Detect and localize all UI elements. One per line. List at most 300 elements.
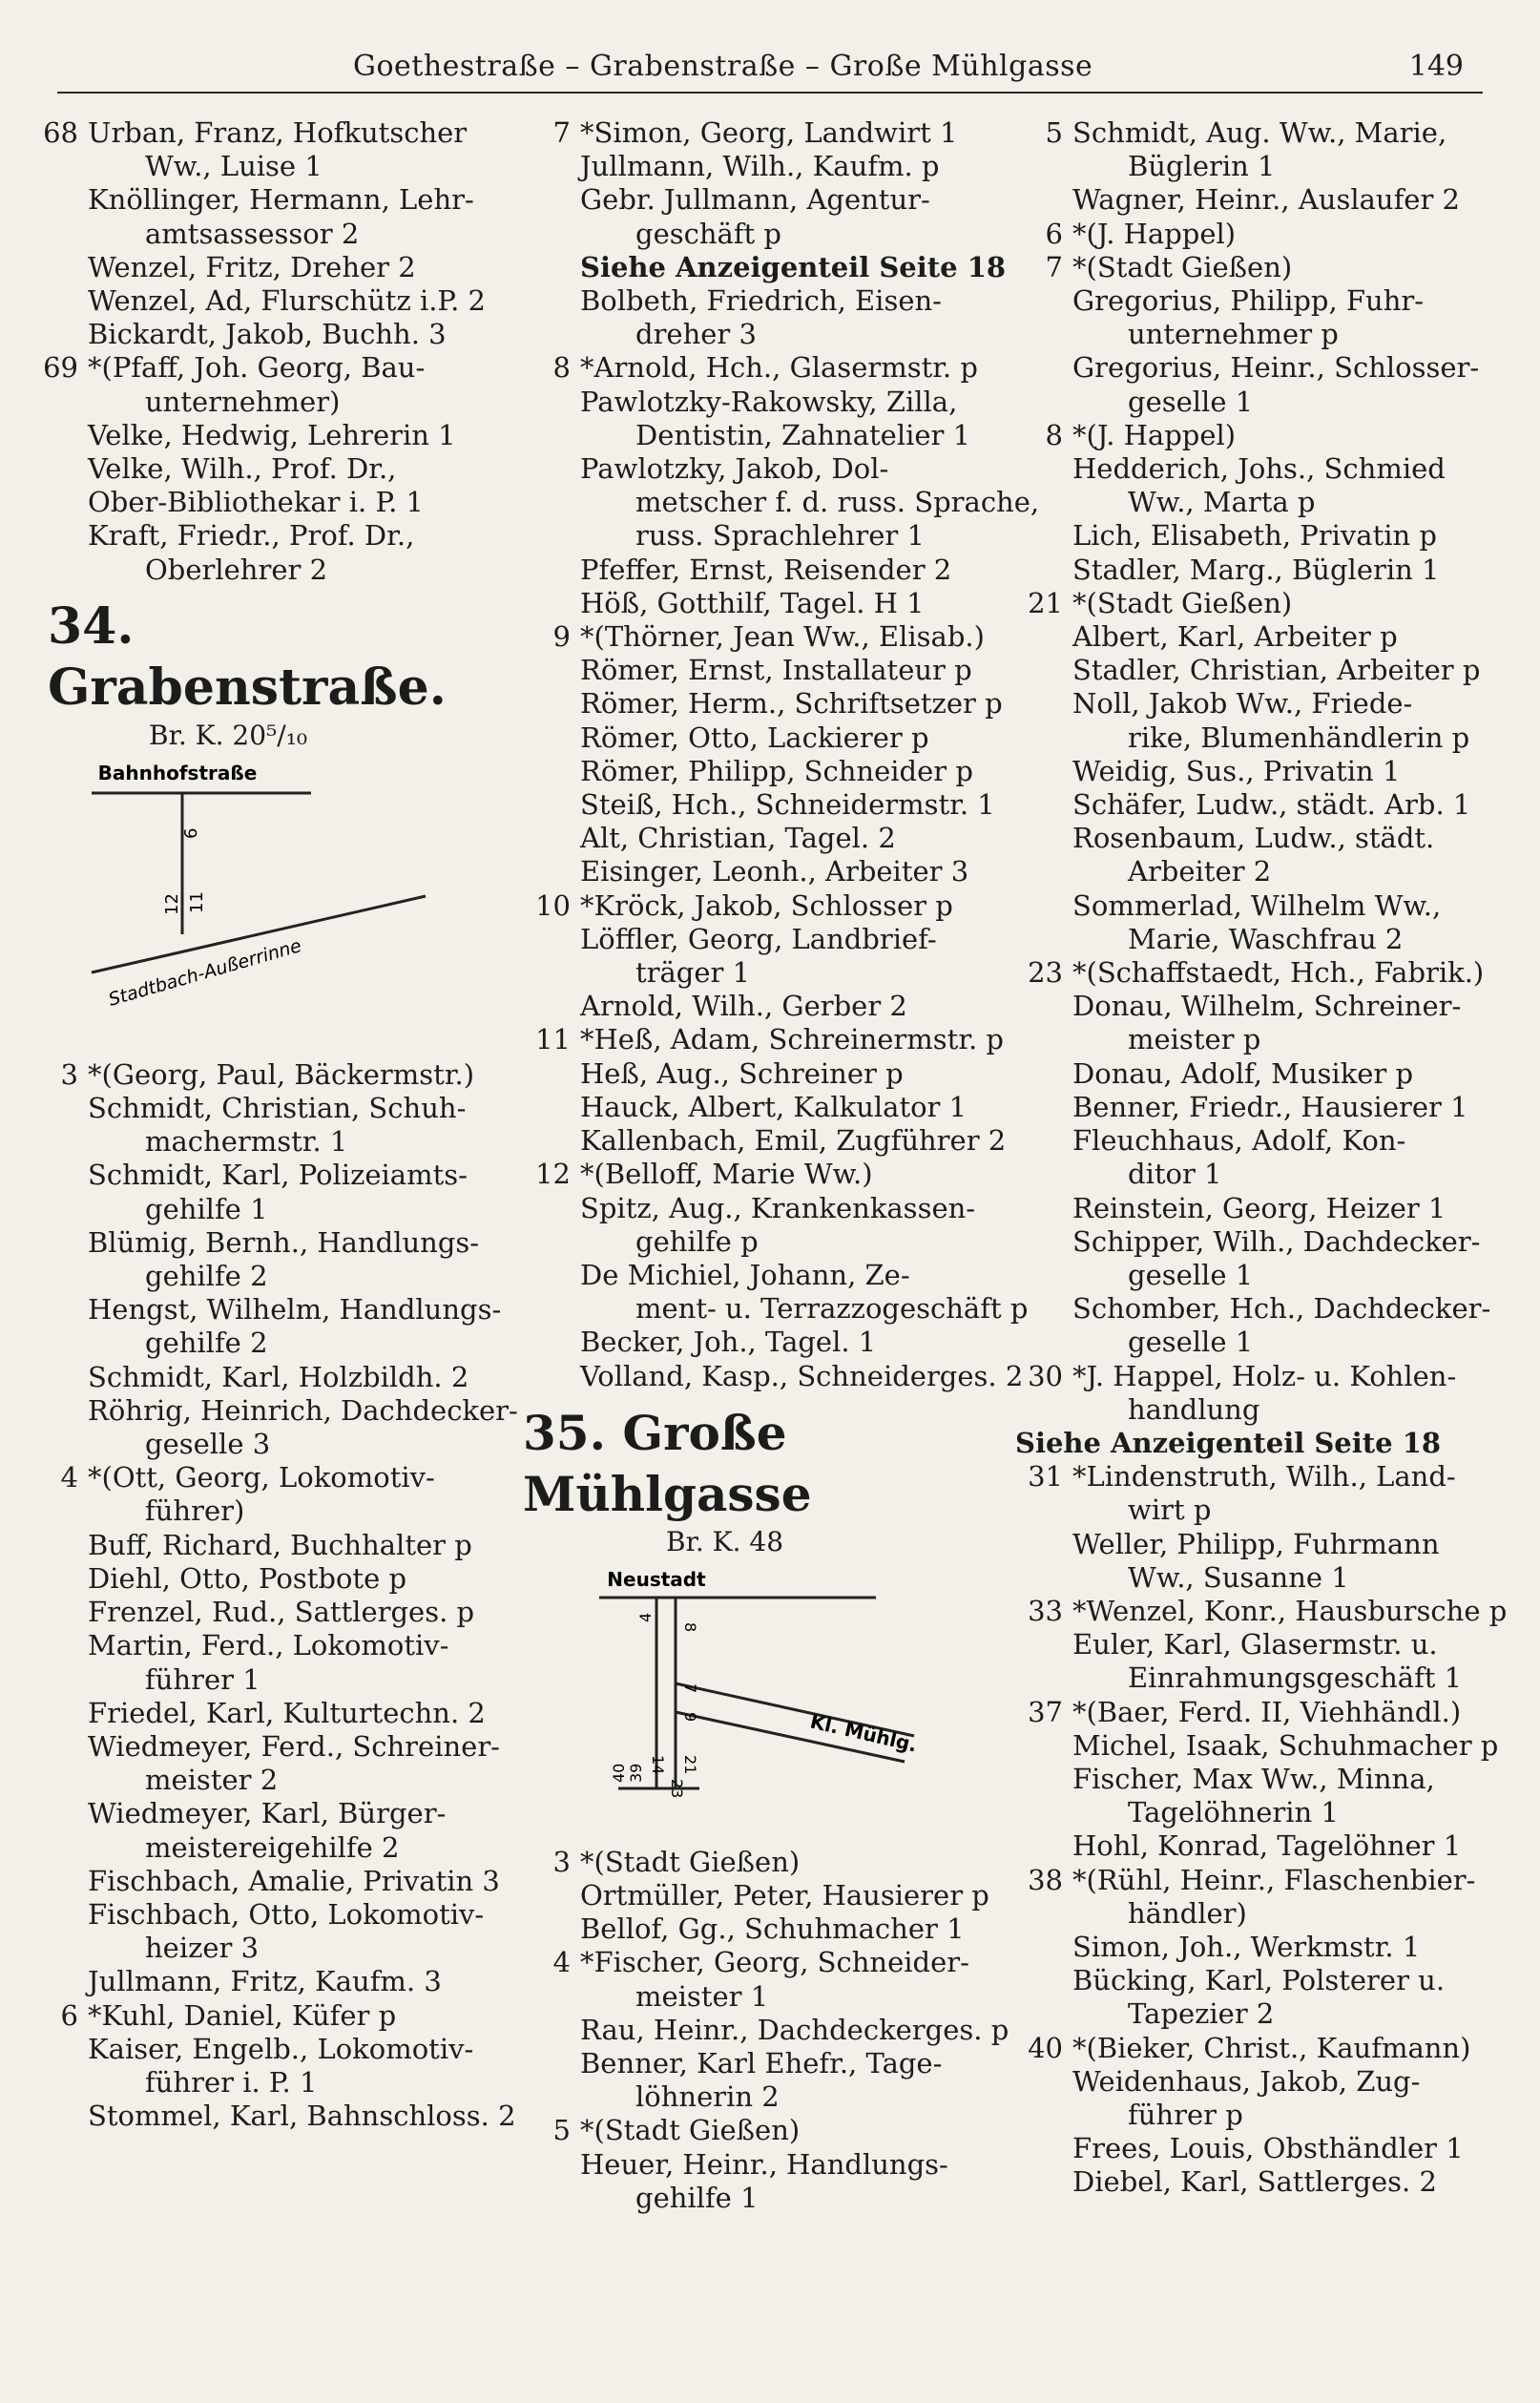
directory-entry — [523, 1879, 1009, 1912]
directory-entry — [523, 150, 1009, 183]
directory-entry — [25, 1260, 502, 1293]
directory-entry — [25, 284, 502, 318]
directory-entry — [523, 554, 1009, 587]
resident-text: Hohl, Konrad, Tagelöhner 1 — [1072, 1829, 1462, 1863]
directory-entry — [25, 251, 502, 284]
directory-entry — [1015, 386, 1530, 419]
resident-text: Friedel, Karl, Kulturtechn. 2 — [88, 1696, 486, 1729]
directory-entry — [25, 218, 502, 251]
directory-entry — [523, 1124, 1009, 1158]
house-number: 5 — [1045, 116, 1063, 149]
directory-entry — [1015, 1964, 1530, 1997]
resident-text: Stadler, Christian, Arbeiter p — [1072, 654, 1481, 687]
resident-text: *(Belloff, Marie Ww.) — [580, 1158, 873, 1191]
diagram-house-number: 21 — [681, 1754, 699, 1775]
resident-text: *(Ott, Georg, Lokomotiv- — [88, 1461, 435, 1494]
resident-text: Fischbach, Amalie, Privatin 3 — [88, 1864, 500, 1897]
resident-text: Urban, Franz, Hofkutscher — [88, 116, 468, 149]
diagram-house-number: 8 — [681, 1621, 699, 1632]
directory-entry — [1015, 1360, 1530, 1393]
house-number: 21 — [1028, 586, 1063, 619]
resident-text: metscher f. d. russ. Sprache, — [635, 486, 1040, 519]
resident-text: Römer, Herm., Schriftsetzer p — [580, 687, 1003, 721]
directory-entry — [523, 990, 1009, 1023]
house-number: 4 — [60, 1461, 78, 1494]
resident-text: Bücking, Karl, Polsterer u. — [1072, 1964, 1446, 1997]
directory-entry — [1015, 2165, 1530, 2199]
resident-text: gehilfe 2 — [145, 1260, 268, 1293]
resident-text: Stadler, Marg., Büglerin 1 — [1072, 553, 1440, 586]
directory-entry — [25, 1730, 502, 1764]
directory-entry — [1015, 554, 1530, 587]
resident-text: Arbeiter 2 — [1128, 855, 1272, 888]
house-number: 23 — [1028, 956, 1063, 990]
directory-entry — [1015, 2065, 1530, 2099]
diagram-top-street: Neustadt — [607, 1567, 706, 1591]
directory-entry — [523, 1091, 1009, 1124]
resident-text: Ww., Susanne 1 — [1128, 1560, 1349, 1594]
entry-list — [25, 116, 502, 587]
resident-text: Knöllinger, Hermann, Lehr- — [88, 183, 474, 217]
directory-entry — [523, 620, 1009, 654]
directory-entry — [25, 150, 502, 183]
resident-text: *Lindenstruth, Wilh., Land- — [1072, 1460, 1456, 1494]
house-number: 69 — [43, 351, 78, 385]
directory-entry — [523, 755, 1009, 788]
resident-text: *Heß, Adam, Schreinermstr. p — [580, 1023, 1004, 1056]
resident-text: Bellof, Gg., Schuhmacher 1 — [580, 1912, 965, 1946]
resident-text: *(Rühl, Heinr., Flaschenbier- — [1072, 1863, 1476, 1896]
resident-text: *Kröck, Jakob, Schlosser p — [580, 888, 953, 922]
resident-text: russ. Sprachlehrer 1 — [635, 519, 925, 553]
directory-entry — [25, 1393, 518, 1428]
directory-entry — [523, 1980, 1009, 2014]
house-number: 7 — [552, 116, 571, 149]
street-diagram-svg — [25, 753, 502, 1058]
directory-entry — [1015, 687, 1530, 721]
directory-entry — [523, 889, 1009, 923]
resident-text: Ortmüller, Peter, Hausierer p — [580, 1878, 989, 1912]
directory-entry — [1015, 1997, 1530, 2031]
resident-text: machermstr. 1 — [145, 1125, 348, 1159]
directory-entry — [523, 351, 1009, 385]
resident-text: Römer, Otto, Lackierer p — [580, 721, 929, 754]
resident-text: Alt, Christian, Tagel. 2 — [580, 822, 896, 855]
directory-entry — [523, 452, 1009, 486]
resident-text: Albert, Karl, Arbeiter p — [1072, 620, 1398, 654]
directory-entry — [1015, 1023, 1530, 1056]
house-number: 3 — [60, 1057, 78, 1091]
resident-text: Tagelöhnerin 1 — [1128, 1796, 1339, 1829]
directory-entry — [523, 721, 1009, 755]
resident-text: *Wenzel, Konr., Hausbursche p — [1072, 1594, 1508, 1627]
directory-entry — [25, 452, 502, 486]
directory-entry — [1015, 251, 1530, 284]
directory-entry — [25, 1865, 502, 1898]
resident-text: handlung — [1128, 1392, 1260, 1426]
resident-text: Pfeffer, Ernst, Reisender 2 — [580, 553, 952, 586]
street-diagram-grabenstrasse — [25, 753, 502, 1058]
resident-text: Marie, Waschfrau 2 — [1128, 922, 1404, 955]
directory-entry — [25, 1327, 502, 1360]
directory-entry — [25, 1529, 502, 1562]
resident-text: *Simon, Georg, Landwirt 1 — [580, 116, 958, 149]
directory-entry — [1015, 218, 1530, 251]
house-number: 8 — [552, 351, 571, 385]
directory-entry — [25, 1193, 502, 1226]
directory-entry — [1015, 1292, 1530, 1326]
directory-entry — [1015, 755, 1530, 788]
directory-entry — [523, 419, 1009, 452]
directory-entry — [523, 2014, 1009, 2047]
directory-entry — [523, 1359, 1024, 1393]
resident-text: geselle 1 — [1128, 385, 1254, 418]
directory-entry — [1015, 1494, 1530, 1527]
directory-entry — [25, 1596, 502, 1629]
diagram-side-street: Kl. Mühlg. — [807, 1709, 920, 1757]
resident-text: *(Thörner, Jean Ww., Elisab.) — [580, 620, 985, 654]
directory-entry — [1015, 419, 1530, 452]
resident-text: Fischbach, Otto, Lokomotiv- — [88, 1897, 485, 1931]
resident-text: gehilfe p — [635, 1224, 759, 1258]
directory-entry — [1015, 1528, 1530, 1561]
resident-text: Lich, Elisabeth, Privatin p — [1072, 519, 1437, 553]
resident-text: *(Stadt Gießen) — [580, 1845, 801, 1878]
directory-entry — [1015, 1696, 1530, 1729]
resident-text: führer) — [145, 1494, 245, 1528]
diagram-house-number: 6 — [181, 827, 201, 839]
directory-entry — [523, 956, 1009, 990]
directory-entry — [1015, 2099, 1530, 2132]
resident-text: De Michiel, Johann, Ze- — [580, 1258, 910, 1291]
resident-text: Velke, Wilh., Prof. Dr., — [88, 452, 397, 486]
diagram-house-number: 11 — [187, 890, 207, 913]
resident-text: Benner, Friedr., Hausierer 1 — [1072, 1090, 1468, 1123]
resident-text: Reinstein, Georg, Heizer 1 — [1072, 1191, 1446, 1224]
house-number: 30 — [1028, 1359, 1063, 1392]
house-number: 10 — [535, 888, 571, 922]
resident-text: *(Baer, Ferd. II, Viehhändl.) — [1072, 1695, 1462, 1728]
house-number: 12 — [535, 1158, 571, 1191]
resident-text: Röhrig, Heinrich, Dachdecker- — [88, 1393, 518, 1427]
resident-text: Kaiser, Engelb., Lokomotiv- — [88, 2032, 474, 2065]
resident-text: Benner, Karl Ehefr., Tage- — [580, 2046, 943, 2079]
resident-text: Stommel, Karl, Bahnschloss. 2 — [88, 2100, 516, 2133]
resident-text: Fischer, Max Ww., Minna, — [1072, 1762, 1435, 1795]
directory-entry — [1015, 855, 1530, 888]
resident-text: Martin, Ferd., Lokomotiv- — [88, 1629, 449, 1662]
resident-text: Diehl, Otto, Postbote p — [88, 1561, 407, 1595]
directory-entry — [25, 1898, 502, 1932]
diagram-house-number: 12 — [162, 892, 182, 915]
directory-entry — [523, 2148, 1009, 2182]
directory-entry — [523, 1946, 1009, 1979]
resident-text: träger 1 — [635, 956, 751, 990]
directory-entry — [1015, 1729, 1530, 1763]
resident-text: führer p — [1128, 2098, 1243, 2131]
resident-text: Bolbeth, Friedrich, Eisen- — [580, 284, 942, 318]
directory-entry — [1015, 1259, 1530, 1292]
resident-text: dreher 3 — [635, 318, 757, 351]
resident-text: *(Pfaff, Joh. Georg, Bau- — [88, 351, 426, 385]
resident-text: *Kuhl, Daniel, Küfer p — [88, 1998, 397, 2032]
resident-text: *(Stadt Gießen) — [1072, 586, 1293, 619]
directory-entry — [523, 116, 1009, 150]
directory-entry — [1015, 1158, 1530, 1191]
resident-text: Schmidt, Christian, Schuh- — [88, 1092, 467, 1125]
directory-entry — [25, 2100, 516, 2133]
directory-entry — [523, 386, 1009, 419]
resident-text: Simon, Joh., Werkmstr. 1 — [1072, 1930, 1421, 1963]
resident-text: *(Bieker, Christ., Kaufmann) — [1072, 2031, 1471, 2064]
directory-entry — [25, 554, 502, 587]
resident-text: Hedderich, Johs., Schmied — [1072, 452, 1446, 486]
diagram-house-number: 23 — [668, 1778, 686, 1799]
directory-entry — [25, 1764, 502, 1797]
house-number: 33 — [1028, 1594, 1063, 1627]
directory-entry — [25, 1629, 502, 1662]
directory-entry — [523, 486, 1040, 519]
advert-reference: Siehe Anzeigenteil Seite 18 — [1015, 1426, 1442, 1459]
directory-entry — [1015, 1897, 1530, 1931]
directory-entry — [1015, 318, 1530, 351]
directory-entry — [25, 1932, 502, 1965]
resident-text: Wenzel, Fritz, Dreher 2 — [88, 250, 416, 283]
resident-text: wirt p — [1128, 1494, 1212, 1527]
resident-text: Becker, Joh., Tagel. 1 — [580, 1326, 877, 1359]
resident-text: Höß, Gotthilf, Tagel. H 1 — [580, 586, 925, 619]
resident-text: Gregorius, Philipp, Fuhr- — [1072, 284, 1425, 318]
house-number: 37 — [1028, 1695, 1063, 1728]
directory-entry — [523, 1192, 1009, 1225]
directory-entry — [523, 2080, 1009, 2114]
house-number: 4 — [552, 1946, 571, 1979]
directory-entry — [25, 1293, 502, 1327]
resident-text: Donau, Wilhelm, Schreiner- — [1072, 990, 1462, 1023]
resident-text: Schmidt, Karl, Holzbildh. 2 — [88, 1360, 469, 1393]
directory-entry — [25, 351, 502, 385]
resident-text: Frees, Louis, Obsthändler 1 — [1072, 2132, 1464, 2165]
directory-entry — [1015, 284, 1530, 318]
resident-text: Bickardt, Jakob, Buchh. 3 — [88, 318, 447, 351]
directory-entry — [25, 1999, 502, 2033]
directory-entry — [1015, 1427, 1530, 1460]
page-number: 149 — [1408, 50, 1464, 83]
resident-text: Gregorius, Heinr., Schlosser- — [1072, 351, 1480, 385]
directory-entry — [25, 1663, 502, 1697]
directory-entry — [1015, 1829, 1530, 1863]
resident-text: ment- u. Terrazzogeschäft p — [635, 1292, 1029, 1326]
directory-entry — [523, 654, 1009, 687]
house-number: 40 — [1028, 2031, 1063, 2064]
resident-text: Weidenhaus, Jakob, Zug- — [1072, 2064, 1421, 2098]
directory-entry — [523, 855, 1009, 888]
directory-entry — [523, 2047, 1009, 2080]
house-number: 38 — [1028, 1863, 1063, 1896]
resident-text: Ww., Marta p — [1128, 486, 1316, 519]
directory-entry — [523, 218, 1009, 251]
directory-entry — [25, 1428, 502, 1461]
resident-text: Weller, Philipp, Fuhrmann — [1072, 1527, 1440, 1560]
directory-entry — [1015, 620, 1530, 654]
directory-entry — [25, 1562, 502, 1596]
house-number: 3 — [552, 1845, 571, 1878]
directory-entry — [25, 183, 502, 217]
diagram-house-number: 7 — [681, 1682, 699, 1693]
house-number: 5 — [552, 2114, 571, 2147]
diagram-top-street: Bahnhofstraße — [97, 761, 258, 784]
entry-list — [523, 116, 1040, 1393]
directory-entry — [1015, 1124, 1530, 1158]
resident-text: Wiedmeyer, Karl, Bürger- — [88, 1797, 447, 1830]
directory-entry — [25, 1461, 502, 1494]
resident-text: Oberlehrer 2 — [145, 553, 328, 586]
resident-text: Rosenbaum, Ludw., städt. — [1072, 822, 1435, 855]
resident-text: Wagner, Heinr., Auslaufer 2 — [1072, 183, 1460, 217]
resident-text: heizer 3 — [145, 1932, 260, 1965]
directory-entry — [1015, 519, 1530, 553]
resident-text: *(Stadt Gießen) — [1072, 250, 1293, 283]
directory-entry — [25, 1831, 502, 1865]
directory-entry — [25, 1697, 502, 1730]
resident-text: Euler, Karl, Glasermstr. u. — [1072, 1628, 1438, 1661]
house-number: 9 — [552, 620, 571, 654]
directory-entry — [523, 687, 1009, 721]
directory-entry — [25, 318, 502, 351]
resident-text: Volland, Kasp., Schneiderges. 2 — [580, 1359, 1024, 1392]
directory-entry — [523, 587, 1009, 620]
directory-entry — [1015, 1796, 1530, 1829]
resident-text: Donau, Adolf, Musiker p — [1072, 1056, 1414, 1090]
resident-text: Dentistin, Zahnatelier 1 — [635, 418, 971, 451]
directory-entry — [1015, 1326, 1530, 1359]
resident-text: Hengst, Wilhelm, Handlungs- — [88, 1293, 502, 1327]
resident-text: Schipper, Wilh., Dachdecker- — [1072, 1224, 1481, 1258]
street-diagram-grosse-muehlgasse — [523, 1559, 1009, 1846]
resident-text: geselle 1 — [1128, 1326, 1254, 1359]
resident-text: Jullmann, Wilh., Kaufm. p — [580, 150, 940, 183]
directory-entry — [25, 1361, 502, 1394]
page-header — [57, 46, 1483, 94]
directory-entry — [1015, 1661, 1530, 1695]
resident-text: amtsassessor 2 — [145, 217, 360, 250]
directory-entry — [1015, 1057, 1530, 1091]
resident-text: Noll, Jakob Ww., Friede- — [1072, 687, 1413, 721]
directory-entry — [523, 2182, 1009, 2215]
house-number: 6 — [60, 1998, 78, 2032]
directory-entry — [523, 1023, 1009, 1056]
directory-entry — [25, 116, 502, 150]
directory-entry — [523, 1912, 1009, 1946]
directory-entry — [25, 519, 502, 553]
resident-text: Einrahmungsgeschäft 1 — [1128, 1661, 1463, 1695]
directory-entry — [25, 1494, 502, 1528]
directory-entry — [1015, 183, 1530, 217]
directory-entry — [523, 923, 1009, 956]
diagram-house-number: 40 — [610, 1763, 628, 1783]
resident-text: Gebr. Jullmann, Agentur- — [580, 183, 930, 217]
resident-text: *(Georg, Paul, Bäckermstr.) — [88, 1057, 475, 1091]
directory-entry — [1015, 721, 1530, 755]
resident-text: Pawlotzky-Rakowsky, Zilla, — [580, 385, 958, 418]
advert-reference: Siehe Anzeigenteil Seite 18 — [580, 250, 1007, 283]
directory-entry — [523, 1846, 1009, 1879]
street-diagram-svg — [523, 1559, 1000, 1846]
resident-text: Kallenbach, Emil, Zugführer 2 — [580, 1124, 1007, 1158]
house-number: 6 — [1045, 217, 1063, 250]
street-title-grabenstrasse: 34. Grabenstraße. — [48, 596, 447, 717]
resident-text: meister 1 — [635, 1979, 769, 2013]
resident-text: rike, Blumenhändlerin p — [1128, 721, 1470, 754]
resident-text: meister p — [1128, 1023, 1261, 1056]
diagram-bottom-street: Stadtbach-Außerrinne — [106, 934, 304, 1011]
resident-text: unternehmer) — [145, 385, 341, 418]
directory-entry — [1015, 1561, 1530, 1595]
resident-text: Schomber, Hch., Dachdecker- — [1072, 1292, 1491, 1326]
resident-text: Steiß, Hch., Schneidermstr. 1 — [580, 788, 995, 822]
directory-entry — [25, 1797, 502, 1830]
street-title-grosse-muehlgasse: 35. Große Mühlgasse — [523, 1404, 812, 1522]
resident-text: Wenzel, Ad, Flurschütz i.P. 2 — [88, 284, 486, 318]
directory-entry — [1015, 1192, 1530, 1225]
directory-entry — [1015, 654, 1530, 687]
directory-entry — [523, 183, 1009, 217]
directory-entry — [25, 2033, 502, 2066]
resident-text: Fleuchhaus, Adolf, Kon- — [1072, 1124, 1406, 1158]
house-number: 8 — [1045, 418, 1063, 451]
column-3 — [1015, 116, 1530, 2200]
directory-entry — [1015, 1225, 1530, 1259]
resident-text: gehilfe 1 — [145, 1192, 268, 1225]
resident-text: meister 2 — [145, 1764, 279, 1797]
resident-text: Ober-Bibliothekar i. P. 1 — [88, 486, 424, 519]
house-number: 11 — [535, 1023, 571, 1056]
directory-entry — [25, 386, 502, 419]
directory-entry — [1015, 351, 1530, 385]
resident-text: Schmidt, Aug. Ww., Marie, — [1072, 116, 1447, 149]
directory-entry — [25, 1226, 502, 1260]
resident-text: Buff, Richard, Buchhalter p — [88, 1528, 472, 1561]
resident-text: unternehmer p — [1128, 318, 1339, 351]
resident-text: Schmidt, Karl, Polizeiamts- — [88, 1159, 468, 1192]
directory-entry — [523, 1259, 1009, 1292]
resident-text: *(J. Happel) — [1072, 217, 1237, 250]
resident-text: *Fischer, Georg, Schneider- — [580, 1946, 969, 1979]
resident-text: gehilfe 1 — [635, 2181, 759, 2214]
directory-entry — [523, 318, 1009, 351]
directory-entry — [25, 1965, 502, 1998]
resident-text: löhnerin 2 — [635, 2080, 780, 2114]
resident-text: Hauck, Albert, Kalkulator 1 — [580, 1090, 968, 1123]
directory-entry — [25, 1092, 502, 1125]
directory-entry — [1015, 1460, 1530, 1494]
resident-text: Diebel, Karl, Sattlerges. 2 — [1072, 2165, 1437, 2199]
resident-text: meistereigehilfe 2 — [145, 1830, 400, 1864]
resident-text: führer i. P. 1 — [145, 2065, 318, 2099]
resident-text: Büglerin 1 — [1128, 150, 1276, 183]
resident-text: *(Schaffstaedt, Hch., Fabrik.) — [1072, 956, 1485, 990]
directory-entry — [1015, 956, 1530, 990]
directory-entry — [523, 1326, 1009, 1359]
directory-entry — [523, 1292, 1029, 1326]
directory-entry — [25, 1125, 502, 1159]
directory-entry — [523, 284, 1009, 318]
resident-text: Heß, Aug., Schreiner p — [580, 1056, 904, 1090]
directory-entry — [523, 1225, 1009, 1259]
directory-entry — [523, 519, 1009, 553]
resident-text: Michel, Isaak, Schuhmacher p — [1072, 1728, 1499, 1762]
resident-text: Ww., Luise 1 — [145, 150, 323, 183]
